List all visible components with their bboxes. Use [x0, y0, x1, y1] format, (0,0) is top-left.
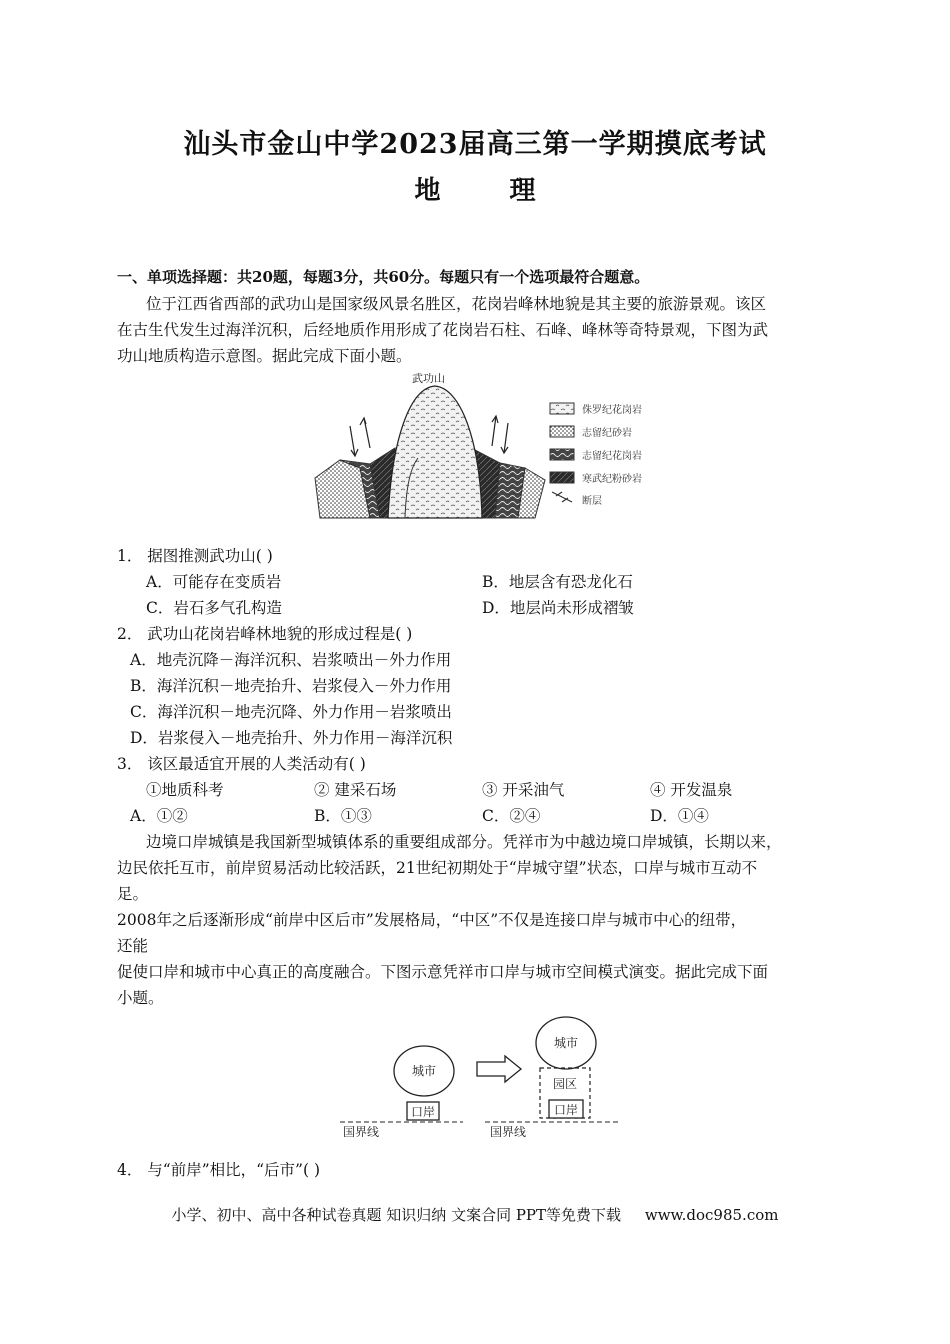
q2-option-b: B．海洋沉积－地壳抬升、岩浆侵入－外力作用: [130, 677, 452, 695]
q2-option-a: A．地壳沉降－海洋沉积、岩浆喷出－外力作用: [130, 651, 452, 669]
left-port-label: 口岸: [411, 1105, 436, 1119]
footer: [0, 1204, 950, 1225]
q1-option-b: B．地层含有恐龙化石: [482, 573, 633, 591]
passage2-line: 边民依托互市，前岸贸易活动比较活跃，21世纪初期处于“岸城守望”状态，口岸与城市互动不: [117, 859, 758, 877]
exam-title: 汕头市金山中学2023届高三第一学期摸底考试: [183, 129, 767, 160]
legend-fault: 断层: [582, 496, 602, 507]
passage2-line: 边境口岸城镇是我国新型城镇体系的重要组成部分。凭祥市为中越边境口岸城镇，长期以来，: [146, 833, 782, 851]
right-port-label: 口岸: [554, 1103, 579, 1117]
passage1-line: 位于江西省西部的武功山是国家级风景名胜区，花岗岩峰林地貌是其主要的旅游景观。该区: [146, 295, 767, 313]
subject-title: 地 理: [414, 176, 566, 206]
q1-option-a: A．可能存在变质岩: [146, 573, 282, 591]
q3-option-d: D．①④: [650, 807, 709, 825]
passage2-line: 足。: [117, 885, 149, 903]
right-zone-label: 园区: [553, 1077, 578, 1091]
q1-stem: 1． 据图推测武功山( ): [117, 547, 273, 565]
q1-option-c: C．岩石多气孔构造: [146, 599, 282, 617]
q2-option-d: D．岩浆侵入－地壳抬升、外力作用－海洋沉积: [130, 729, 453, 747]
legend-silurian-granite: 志留纪花岗岩: [582, 451, 642, 462]
q2-option-c: C．海洋沉积－地壳沉降、外力作用－岩浆喷出: [130, 703, 452, 721]
q3-item-1: ①地质科考: [146, 781, 224, 799]
right-city-label: 城市: [554, 1036, 579, 1050]
section-heading: 一、单项选择题：共20题，每题3分，共60分。每题只有一个选项最符合题意。: [117, 268, 650, 286]
passage2-line: 小题。: [117, 989, 164, 1007]
q3-item-4: ④ 开发温泉: [650, 781, 733, 799]
passage2-line: 2008年之后逐渐形成“前岸中区后市”发展格局，“中区”不仅是连接口岸与城市中心的纽带，: [117, 911, 747, 929]
q2-stem: 2． 武功山花岗岩峰林地貌的形成过程是( ): [117, 625, 413, 643]
geology-figure: [300, 368, 670, 523]
legend-cambrian-siltstone: 寒武纪粉砂岩: [582, 474, 642, 485]
footer-text: 小学、初中、高中各种试卷真题 知识归纳 文案合同 PPT等免费下载: [171, 1206, 622, 1224]
mountain-label: 武功山: [412, 373, 445, 385]
q3-option-b: B．①③: [314, 807, 372, 825]
port-city-figure: [335, 1012, 625, 1137]
left-city-label: 城市: [412, 1064, 437, 1078]
passage2-line: 还能: [117, 937, 149, 955]
q3-item-3: ③ 开采油气: [482, 781, 565, 799]
q3-item-2: ② 建采石场: [314, 781, 397, 799]
q3-stem: 3． 该区最适宜开展的人类活动有( ): [117, 755, 366, 773]
passage1-line: 功山地质构造示意图。据此完成下面小题。: [117, 347, 412, 365]
q3-option-a: A．①②: [130, 807, 188, 825]
passage2-line: 促使口岸和城市中心真正的高度融合。下图示意凭祥市口岸与城市空间模式演变。据此完成下面: [117, 963, 769, 981]
footer-url[interactable]: www.doc985.com: [644, 1206, 779, 1224]
q3-option-c: C．②④: [482, 807, 541, 825]
q1-option-d: D．地层尚未形成褶皱: [482, 599, 634, 617]
left-border-label: 国界线: [343, 1125, 380, 1137]
legend-jurassic-granite: 侏罗纪花岗岩: [582, 405, 642, 416]
legend-silurian-sandstone: 志留纪砂岩: [582, 428, 632, 439]
q4-stem: 4． 与“前岸”相比，“后市”( ): [117, 1161, 321, 1179]
passage1-line: 在古生代发生过海洋沉积，后经地质作用形成了花岗岩石柱、石峰、峰林等奇特景观，下图为武: [117, 321, 769, 339]
right-border-label: 国界线: [490, 1125, 527, 1137]
